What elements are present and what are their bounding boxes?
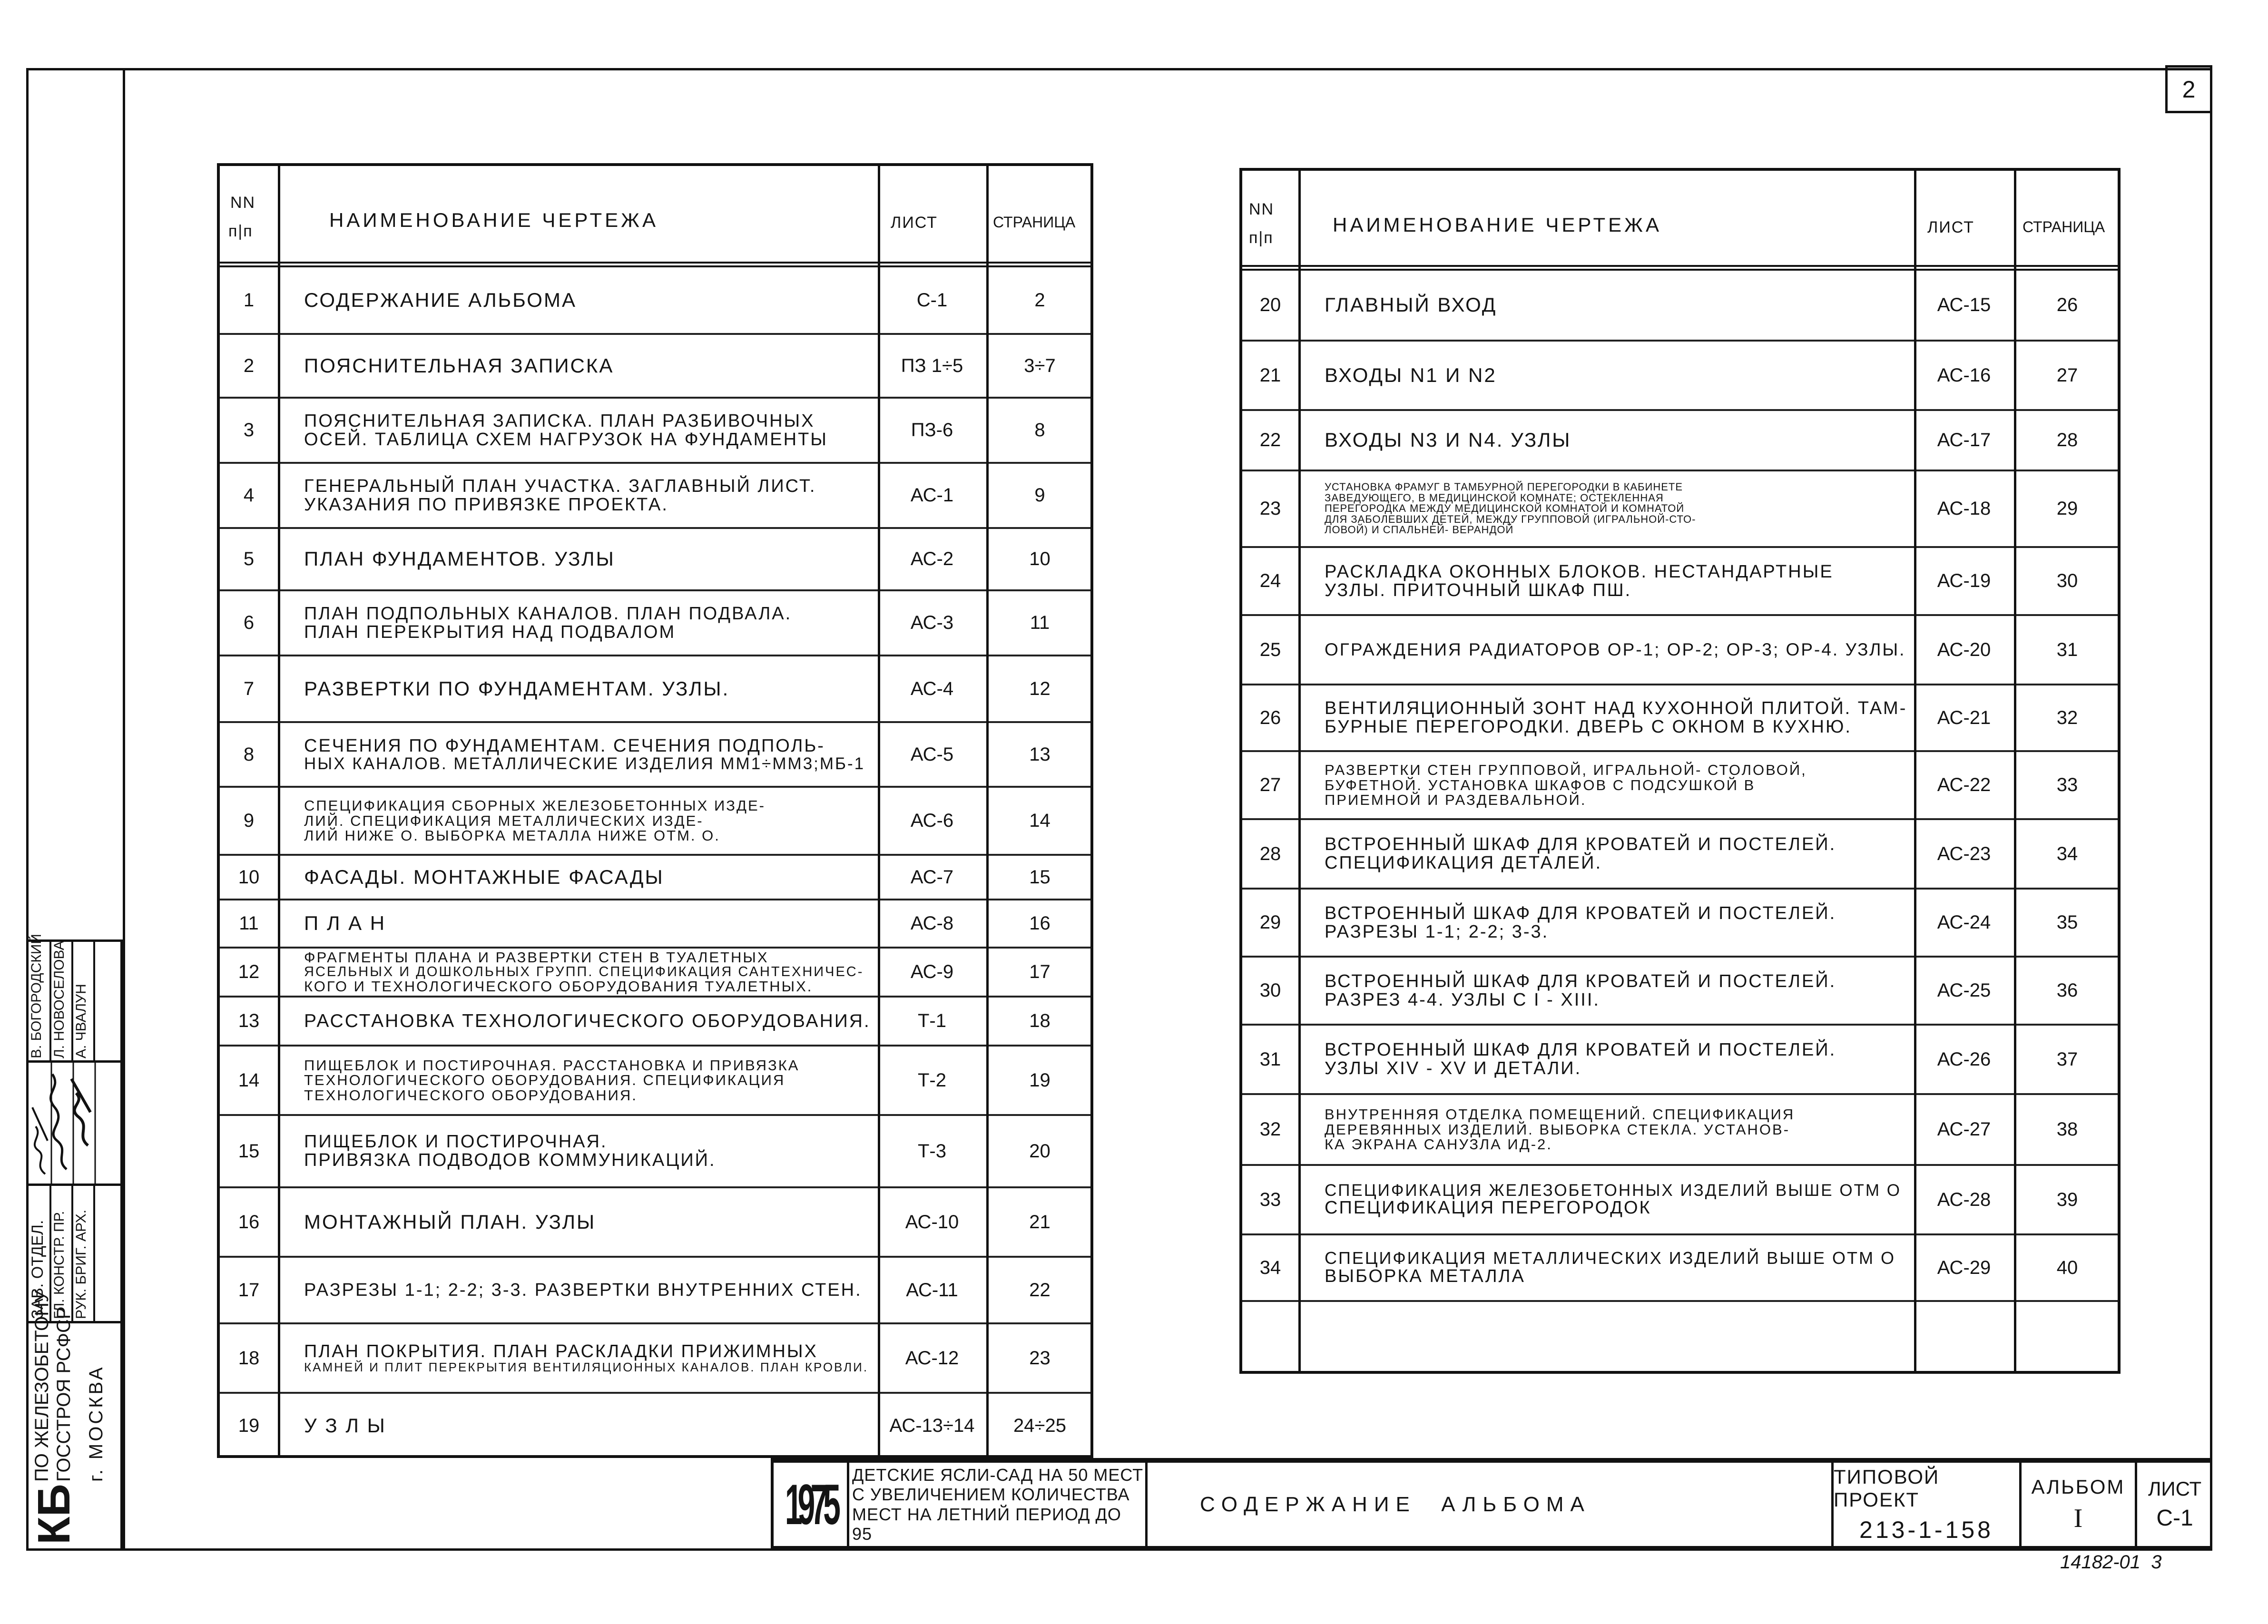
drawing-name (278, 998, 878, 1045)
drawing-name-line: ГЛАВНЫЙ ВХОД (1325, 293, 1497, 316)
drawing-name-line: ПИЩЕБЛОК И ПОСТИРОЧНАЯ. (304, 1132, 608, 1152)
row-number: 34 (1259, 1257, 1281, 1278)
page-number: 29 (2056, 498, 2078, 519)
drawing-name-line: ЛИЙ НИЖЕ О. ВЫБОРКА МЕТАЛЛА НИЖЕ ОТМ. О. (304, 827, 720, 844)
row-number: 21 (1259, 364, 1281, 386)
page-number: 16 (1029, 913, 1051, 934)
table-row (1242, 958, 2118, 1026)
sheet-code: АС-6 (910, 810, 954, 831)
page-number: 38 (2056, 1119, 2078, 1140)
page-number: 11 (1030, 612, 1050, 633)
drawing-name-line: ПЛАН ПОДПОЛЬНЫХ КАНАЛОВ. ПЛАН ПОДВАЛА. (304, 603, 792, 624)
drawing-name-line: ТЕХНОЛОГИЧЕСКОГО ОБОРУДОВАНИЯ. (304, 1086, 638, 1104)
table-row (220, 1258, 1090, 1324)
org-line1: ПО ЖЕЛЕЗОБЕТОНУ (31, 1290, 52, 1482)
sheet-code: АС-21 (1937, 707, 1991, 728)
row-number: 32 (1259, 1119, 1281, 1140)
org-abbr: КБ (29, 1484, 79, 1545)
table-row (220, 856, 1090, 900)
drawing-name-line: ПРИВЯЗКА ПОДВОДОВ КОММУНИКАЦИЙ. (304, 1150, 716, 1170)
sheet-code: ПЗ 1÷5 (901, 355, 963, 376)
table-row (1242, 548, 2118, 616)
drawing-name (278, 464, 878, 527)
drawing-name-line: РАЗРЕЗ 4-4. УЗЛЫ С I - XIII. (1325, 989, 1600, 1010)
page-number: 24÷25 (1013, 1415, 1066, 1436)
page-number: 20 (1029, 1140, 1051, 1162)
sheet-value: С-1 (2156, 1506, 2193, 1531)
drawing-name (1298, 1235, 1914, 1300)
header-num-line1: NN (230, 194, 256, 212)
row-number: 11 (239, 913, 259, 934)
table-row (220, 1188, 1090, 1258)
table-row (220, 723, 1090, 788)
header-num-line2: п|п (228, 222, 253, 240)
drawing-name-line: ВХОДЫ N1 И N2 (1325, 363, 1497, 386)
header-name: НАИМЕНОВАНИЕ ЧЕРТЕЖА (1333, 214, 1662, 236)
drawing-name-line: ПОЯСНИТЕЛЬНАЯ ЗАПИСКА. ПЛАН РАЗБИВОЧНЫХ (304, 411, 815, 431)
drawing-name-line: ФРАГМЕНТЫ ПЛАНА И РАЗВЕРТКИ СТЕН В ТУАЛЕТНЫХ (304, 949, 769, 966)
drawing-name-line: ОСЕЙ. ТАБЛИЦА СХЕМ НАГРУЗОК НА ФУНДАМЕНТЫ (304, 429, 828, 450)
project-desc-line: МЕСТ НА ЛЕТНИЙ ПЕРИОД ДО 95 (852, 1504, 1121, 1544)
table-row (220, 335, 1090, 399)
drawing-name (1298, 1302, 1914, 1374)
drawing-name (278, 1394, 878, 1458)
page-number: 10 (1029, 548, 1051, 569)
page-number: 31 (2056, 639, 2078, 660)
name-row: А. ЧВАЛУН (73, 942, 95, 1060)
drawing-name (278, 591, 878, 655)
drawing-name-line: ВНУТРЕННЯЯ ОТДЕЛКА ПОМЕЩЕНИЙ. СПЕЦИФИКАЦИЯ (1325, 1106, 1795, 1123)
drawing-name-line: ДЛЯ ЗАБОЛЕВШИХ ДЕТЕЙ, МЕЖДУ ГРУППОВОЙ (ИГРАЛЬНОЙ-СТО- (1325, 513, 1696, 525)
row-number: 1 (243, 289, 255, 311)
page-number: 14 (1029, 810, 1051, 831)
drawing-name-line: БУРНЫЕ ПЕРЕГОРОДКИ. ДВЕРЬ С ОКНОМ В КУХНЮ. (1325, 717, 1852, 737)
row-number: 18 (238, 1347, 260, 1369)
sheet-code: АС-18 (1937, 498, 1991, 519)
sheet-code: АС-24 (1937, 912, 1991, 933)
table-row (1242, 1235, 2118, 1302)
contents-table-left (217, 163, 1093, 1458)
drawing-name (278, 856, 878, 899)
drawing-name-line: ВСТРОЕННЫЙ ШКАФ ДЛЯ КРОВАТЕЙ И ПОСТЕЛЕЙ. (1325, 971, 1836, 991)
sheet-code: АС-9 (910, 961, 954, 982)
row-number: 19 (238, 1415, 260, 1436)
position-row: ЗАВ. ОТДЕЛ. (29, 1186, 51, 1321)
drawing-name-line: УСТАНОВКА ФРАМУГ В ТАМБУРНОЙ ПЕРЕГОРОДКИ В КАБИНЕТЕ (1325, 481, 1683, 493)
organization-block (29, 1290, 120, 1548)
binding-strip-divider (123, 68, 125, 1551)
sheet-code: АС-15 (1937, 294, 1991, 315)
drawing-name-line: ЗАВЕДУЮЩЕГО, В МЕДИЦИНСКОЙ КОМНАТЕ; ОСТЕКЛЕННАЯ (1325, 491, 1664, 504)
archive-note: 14182-01 3 (2060, 1552, 2162, 1573)
drawing-name (278, 399, 878, 462)
page-number: 12 (1029, 678, 1051, 699)
drawing-name (1298, 616, 1914, 684)
header-name: НАИМЕНОВАНИЕ ЧЕРТЕЖА (329, 209, 658, 231)
row-number: 2 (243, 355, 255, 376)
project-desc-line: С УВЕЛИЧЕНИЕМ КОЛИЧЕСТВА (852, 1485, 1130, 1505)
table-row (220, 1324, 1090, 1394)
row-number: 13 (238, 1010, 260, 1031)
drawing-name-line: РАЗРЕЗЫ 1-1; 2-2; 3-3. (1325, 921, 1549, 942)
album-value: I (2073, 1503, 2083, 1533)
page-number: 28 (2056, 430, 2078, 450)
signatures-column (29, 1060, 120, 1184)
header-num-line1: NN (1249, 200, 1275, 218)
table-row (220, 1394, 1090, 1458)
page-number: 36 (2056, 980, 2078, 1001)
name-row: В. БОГОРОДСКИЙ (29, 942, 51, 1060)
row-number: 33 (1259, 1189, 1281, 1210)
drawing-name-line: У З Л Ы (304, 1414, 386, 1437)
drawing-name-line: МОНТАЖНЫЙ ПЛАН. УЗЛЫ (304, 1210, 596, 1233)
header-page: СТРАНИЦА (2023, 218, 2105, 235)
drawing-name-line: ВЫБОРКА МЕТАЛЛА (1325, 1266, 1525, 1286)
row-number: 4 (243, 485, 255, 506)
row-number: 3 (243, 420, 255, 440)
sheet-code: Т-3 (918, 1140, 946, 1162)
year-cell (771, 1463, 847, 1546)
drawing-name (278, 1047, 878, 1114)
row-number: 20 (1259, 294, 1281, 315)
table-row (1242, 1166, 2118, 1235)
drawing-name (1298, 820, 1914, 888)
sheet-code: АС-2 (910, 548, 954, 569)
drawing-name (1298, 1166, 1914, 1233)
project-description-cell (847, 1463, 1145, 1546)
table-row (220, 998, 1090, 1047)
drawing-name-line: ПОЯСНИТЕЛЬНАЯ ЗАПИСКА (304, 354, 614, 377)
position-row: РУК. БРИГ. АРХ. (73, 1186, 95, 1321)
drawing-name-line: ОГРАЖДЕНИЯ РАДИАТОРОВ ОР-1; ОР-2; ОР-3; ОР-4. УЗЛЫ. (1325, 640, 1906, 660)
sheet-corner-box (2165, 65, 2212, 113)
drawing-name (278, 267, 878, 333)
drawing-name (278, 1258, 878, 1322)
page-number: 27 (2056, 364, 2078, 386)
header-sheet: ЛИСТ (1927, 218, 1974, 236)
row-number: 28 (1259, 843, 1281, 864)
drawing-name (1298, 411, 1914, 470)
drawing-name-line: КА ЭКРАНА САНУЗЛА ИД-2. (1325, 1136, 1552, 1153)
row-number: 24 (1259, 570, 1281, 591)
sheet-code: АС-26 (1937, 1048, 1991, 1070)
column-divider (278, 166, 280, 1455)
sheet-code: АС-4 (910, 678, 954, 699)
page-number (2014, 1302, 2121, 1374)
side-stamp (26, 934, 123, 1551)
drawing-name-line: СПЕЦИФИКАЦИЯ ЖЕЛЕЗОБЕТОННЫХ ИЗДЕЛИЙ ВЫШЕ ОТМ О (1325, 1181, 1902, 1200)
drawing-name-line: ПЛАН ФУНДАМЕНТОВ. УЗЛЫ (304, 548, 615, 570)
sheet-code: АС-5 (910, 744, 954, 765)
sheet-code: АС-12 (905, 1347, 959, 1369)
drawing-name-line: ВСТРОЕННЫЙ ШКАФ ДЛЯ КРОВАТЕЙ И ПОСТЕЛЕЙ. (1325, 1040, 1836, 1060)
drawing-name-line: ЛИЙ. СПЕЦИФИКАЦИЯ МЕТАЛЛИЧЕСКИХ ИЗДЕ- (304, 812, 704, 829)
drawing-name (278, 1116, 878, 1186)
page-number: 39 (2056, 1189, 2078, 1210)
table-row (1242, 616, 2118, 685)
row-number: 10 (238, 866, 260, 888)
sheet-title: СОДЕРЖАНИЕ АЛЬБОМА (1200, 1492, 1591, 1516)
row-number: 8 (243, 744, 255, 765)
drawing-name-line: ВЕНТИЛЯЦИОННЫЙ ЗОНТ НАД КУХОННОЙ ПЛИТОЙ. ТАМ- (1325, 698, 1907, 719)
sheet-code: АС-22 (1937, 774, 1991, 795)
drawing-name-line: ПЕРЕГОРОДКА МЕЖДУ МЕДИЦИНСКОЙ КОМНАТОЙ И КОМНАТОЙ (1325, 502, 1685, 515)
header-page: СТРАНИЦА (993, 214, 1076, 231)
column-divider (1298, 171, 1301, 1371)
sheet-code: АС-28 (1937, 1189, 1991, 1210)
table-row (1242, 685, 2118, 752)
page-number: 3÷7 (1024, 355, 1056, 376)
page-number: 8 (1034, 420, 1045, 440)
table-row (220, 399, 1090, 464)
position-row: ГЛ. КОНСТР. ПР. (51, 1186, 73, 1321)
table-row (1242, 271, 2118, 342)
table-row (220, 788, 1090, 856)
drawing-name-line: ДЕРЕВЯННЫХ ИЗДЕЛИЙ. ВЫБОРКА СТЕКЛА. УСТАНОВ- (1325, 1121, 1790, 1138)
table-row (1242, 1026, 2118, 1095)
sheet-code: АС-1 (910, 485, 954, 506)
drawing-name (278, 723, 878, 786)
sheet-code: АС-11 (906, 1279, 958, 1301)
drawing-name (278, 335, 878, 397)
page-number: 2 (1034, 289, 1045, 311)
sheet-code: АС-3 (910, 612, 954, 633)
drawing-name-line: ЯСЕЛЬНЫХ И ДОШКОЛЬНЫХ ГРУПП. СПЕЦИФИКАЦИЯ САНТЕХНИЧЕС- (304, 964, 864, 979)
drawing-name-line: ПЛАН ПЕРЕКРЫТИЯ НАД ПОДВАЛОМ (304, 622, 676, 642)
row-number: 6 (243, 612, 255, 633)
page-number: 34 (2056, 843, 2078, 864)
page-number: 13 (1029, 744, 1051, 765)
sheet-code: АС-8 (910, 913, 954, 934)
drawing-name-line: СПЕЦИФИКАЦИЯ ДЕТАЛЕЙ. (1325, 853, 1602, 873)
table-row (220, 900, 1090, 949)
drawing-name (278, 1324, 878, 1392)
drawing-name-line: РАЗРЕЗЫ 1-1; 2-2; 3-3. РАЗВЕРТКИ ВНУТРЕННИХ СТЕН. (304, 1280, 862, 1300)
table-row (220, 529, 1090, 591)
table-row (1242, 820, 2118, 890)
page-number: 35 (2056, 912, 2078, 933)
drawing-name (1298, 752, 1914, 818)
page-number: 21 (1029, 1211, 1051, 1233)
drawing-name (278, 949, 878, 996)
drawing-name-line: СПЕЦИФИКАЦИЯ ПЕРЕГОРОДОК (1325, 1198, 1651, 1218)
row-number: 22 (1259, 430, 1281, 450)
row-number: 29 (1259, 912, 1281, 933)
drawing-name-line: СПЕЦИФИКАЦИЯ МЕТАЛЛИЧЕСКИХ ИЗДЕЛИЙ ВЫШЕ ОТМ О (1325, 1248, 1895, 1268)
city: г. МОСКВА (86, 1365, 107, 1482)
drawing-name-line: РАССТАНОВКА ТЕХНОЛОГИЧЕСКОГО ОБОРУДОВАНИЯ. (304, 1010, 871, 1031)
drawing-name (1298, 271, 1914, 340)
column-divider (878, 166, 880, 1455)
drawing-name (1298, 1026, 1914, 1093)
drawing-name-line: РАЗВЕРТКИ ПО ФУНДАМЕНТАМ. УЗЛЫ. (304, 677, 730, 700)
table-row (220, 267, 1090, 335)
drawing-name (278, 788, 878, 854)
sheet-code: ПЗ-6 (911, 420, 953, 440)
name-row: Л. НОВОСЕЛОВА (51, 942, 73, 1060)
sheet-code: АС-16 (1937, 364, 1991, 386)
drawing-name (278, 656, 878, 721)
sheet-code: АС-10 (905, 1211, 959, 1233)
table-row (1242, 342, 2118, 411)
sheet-label: ЛИСТ (2148, 1477, 2202, 1500)
table-row (1242, 752, 2118, 820)
page-number: 23 (1029, 1347, 1051, 1369)
drawing-name-line: СОДЕРЖАНИЕ АЛЬБОМА (304, 288, 577, 311)
typical-project-label: ТИПОВОЙ ПРОЕКТ (1834, 1465, 1940, 1511)
sheet-code: Т-1 (918, 1010, 946, 1031)
drawing-name (1298, 471, 1914, 546)
header-sheet: ЛИСТ (891, 214, 938, 232)
drawing-name-line: ФАСАДЫ. МОНТАЖНЫЕ ФАСАДЫ (304, 865, 664, 888)
drawing-name-line: П Л А Н (304, 912, 386, 935)
row-number: 15 (238, 1140, 260, 1162)
sheet-code: Т-2 (918, 1069, 946, 1091)
table-row (220, 591, 1090, 656)
row-number: 9 (243, 810, 255, 831)
row-number: 31 (1259, 1048, 1281, 1070)
column-divider (1914, 171, 1916, 1371)
drawing-name-line: КОГО И ТЕХНОЛОГИЧЕСКОГО ОБОРУДОВАНИЯ ТУАЛЕТНЫХ. (304, 978, 813, 995)
table-row (220, 949, 1090, 998)
drawing-name-line: ГЕНЕРАЛЬНЫЙ ПЛАН УЧАСТКА. ЗАГЛАВНЫЙ ЛИСТ. (304, 476, 816, 496)
drawing-name-line: СЕЧЕНИЯ ПО ФУНДАМЕНТАМ. СЕЧЕНИЯ ПОДПОЛЬ- (304, 735, 825, 756)
drawing-name-line: ПЛАН ПОКРЫТИЯ. ПЛАН РАСКЛАДКИ ПРИЖИМНЫХ (304, 1341, 818, 1362)
header-num-line2: п|п (1249, 229, 1274, 247)
page-number: 15 (1029, 866, 1051, 888)
drawing-name (1298, 958, 1914, 1024)
drawing-name (1298, 342, 1914, 409)
drawing-name-line: КАМНЕЙ И ПЛИТ ПЕРЕКРЫТИЯ ВЕНТИЛЯЦИОННЫХ КАНАЛОВ. ПЛАН КРОВЛИ. (304, 1360, 869, 1375)
row-number: 7 (243, 678, 255, 699)
sheet-code: АС-25 (1937, 980, 1991, 1001)
sheet-code: АС-7 (910, 866, 954, 888)
album-cell (2019, 1463, 2135, 1546)
contents-table-right (1239, 168, 2121, 1374)
row-number: 26 (1259, 707, 1281, 728)
org-line2: ГОССТРОЯ РСФСР (53, 1306, 74, 1482)
sheet-code: АС-13÷14 (889, 1415, 975, 1436)
drawing-name-line: ВСТРОЕННЫЙ ШКАФ ДЛЯ КРОВАТЕЙ И ПОСТЕЛЕЙ. (1325, 834, 1836, 855)
drawing-name-line: УЗЛЫ XIV - XV И ДЕТАЛИ. (1325, 1058, 1582, 1078)
drawing-name-line: СПЕЦИФИКАЦИЯ СБОРНЫХ ЖЕЛЕЗОБЕТОННЫХ ИЗДЕ- (304, 797, 766, 814)
table-row (220, 656, 1090, 723)
drawing-name-line: ТЕХНОЛОГИЧЕСКОГО ОБОРУДОВАНИЯ. СПЕЦИФИКАЦИЯ (304, 1072, 785, 1089)
page-number: 9 (1034, 485, 1045, 506)
drawing-name-line: УЗЛЫ. ПРИТОЧНЫЙ ШКАФ ПШ. (1325, 580, 1632, 600)
table-header (220, 166, 1090, 267)
drawing-name (1298, 1095, 1914, 1164)
row-number: 23 (1259, 498, 1281, 519)
page-number: 22 (1029, 1279, 1051, 1301)
project-desc-line: ДЕТСКИЕ ЯСЛИ-САД НА 50 МЕСТ (852, 1465, 1144, 1485)
sheet-code: АС-27 (1937, 1119, 1991, 1140)
sheet-code: АС-20 (1937, 639, 1991, 660)
sheet-corner-number: 2 (2182, 76, 2196, 103)
handwritten-signatures (29, 1063, 120, 1184)
page-number: 33 (2056, 774, 2078, 795)
column-divider (986, 166, 989, 1455)
drawing-name-line: ВСТРОЕННЫЙ ШКАФ ДЛЯ КРОВАТЕЙ И ПОСТЕЛЕЙ. (1325, 903, 1836, 923)
sheet-code (1914, 1302, 2014, 1374)
drawing-name-line: РАСКЛАДКА ОКОННЫХ БЛОКОВ. НЕСТАНДАРТНЫЕ (1325, 561, 1834, 582)
album-label: АЛЬБОМ (2031, 1475, 2125, 1498)
names-column (29, 934, 120, 1060)
drawing-name-line: НЫХ КАНАЛОВ. МЕТАЛЛИЧЕСКИЕ ИЗДЕЛИЯ ММ1÷ММ3;МБ-1 (304, 754, 865, 773)
title-block (771, 1458, 2212, 1551)
page-number: 18 (1029, 1010, 1051, 1031)
table-row (1242, 1095, 2118, 1166)
page-number: 26 (2056, 294, 2078, 315)
drawing-name (1298, 685, 1914, 750)
row-number: 12 (238, 961, 260, 982)
drawing-name-line: ЛОВОЙ) И СПАЛЬНЕЙ- ВЕРАНДОЙ (1325, 524, 1514, 536)
table-row (220, 464, 1090, 529)
table-row (1242, 411, 2118, 471)
drawing-name (1298, 890, 1914, 956)
sheet-code: АС-17 (1937, 430, 1991, 450)
year-stamp: 1975 (785, 1472, 836, 1536)
page-number: 37 (2056, 1048, 2078, 1070)
page-number: 30 (2056, 570, 2078, 591)
drawing-name-line: ПИЩЕБЛОК И ПОСТИРОЧНАЯ. РАССТАНОВКА И ПРИВЯЗКА (304, 1057, 800, 1074)
row-number: 5 (243, 548, 255, 569)
sheet-code: АС-23 (1937, 843, 1991, 864)
page-number: 17 (1029, 961, 1051, 982)
sheet-code: АС-19 (1937, 570, 1991, 591)
typical-project-cell (1831, 1463, 2019, 1546)
drawing-name (278, 900, 878, 947)
typical-project-value: 213-1-158 (1859, 1516, 1993, 1543)
drawing-name-line: ВХОДЫ N3 И N4. УЗЛЫ (1325, 429, 1571, 451)
sheet-title-cell (1145, 1463, 1831, 1546)
sheet-code: АС-29 (1937, 1257, 1991, 1278)
positions-column (29, 1184, 120, 1321)
row-number: 17 (238, 1279, 260, 1301)
sheet-code: С-1 (916, 289, 948, 311)
table-row (220, 1047, 1090, 1116)
table-row (1242, 1302, 2118, 1374)
table-row (1242, 890, 2118, 958)
column-divider (2014, 171, 2016, 1371)
page-number: 40 (2056, 1257, 2078, 1278)
row-number: 27 (1259, 774, 1281, 795)
drawing-name (278, 529, 878, 589)
row-number: 16 (238, 1211, 260, 1233)
table-header (1242, 171, 2118, 271)
row-number: 25 (1259, 639, 1281, 660)
drawing-name-line: УКАЗАНИЯ ПО ПРИВЯЗКЕ ПРОЕКТА. (304, 494, 668, 515)
row-number: 14 (238, 1069, 260, 1091)
row-number: 30 (1259, 980, 1281, 1001)
drawing-name (1298, 548, 1914, 614)
page-number: 32 (2056, 707, 2078, 728)
table-row (1242, 471, 2118, 548)
drawing-name-line: РАЗВЕРТКИ СТЕН ГРУППОВОЙ, ИГРАЛЬНОЙ- СТОЛОВОЙ, (1325, 762, 1807, 779)
drawing-name-line: БУФЕТНОЙ. УСТАНОВКА ШКАФОВ С ПОДСУШКОЙ В (1325, 776, 1756, 793)
table-row (220, 1116, 1090, 1188)
page-number: 19 (1029, 1069, 1051, 1091)
drawing-name (278, 1188, 878, 1256)
sheet-cell (2135, 1463, 2212, 1546)
row-number (1242, 1302, 1298, 1374)
drawing-name-line: ПРИЕМНОЙ И РАЗДЕВАЛЬНОЙ. (1325, 792, 1587, 809)
